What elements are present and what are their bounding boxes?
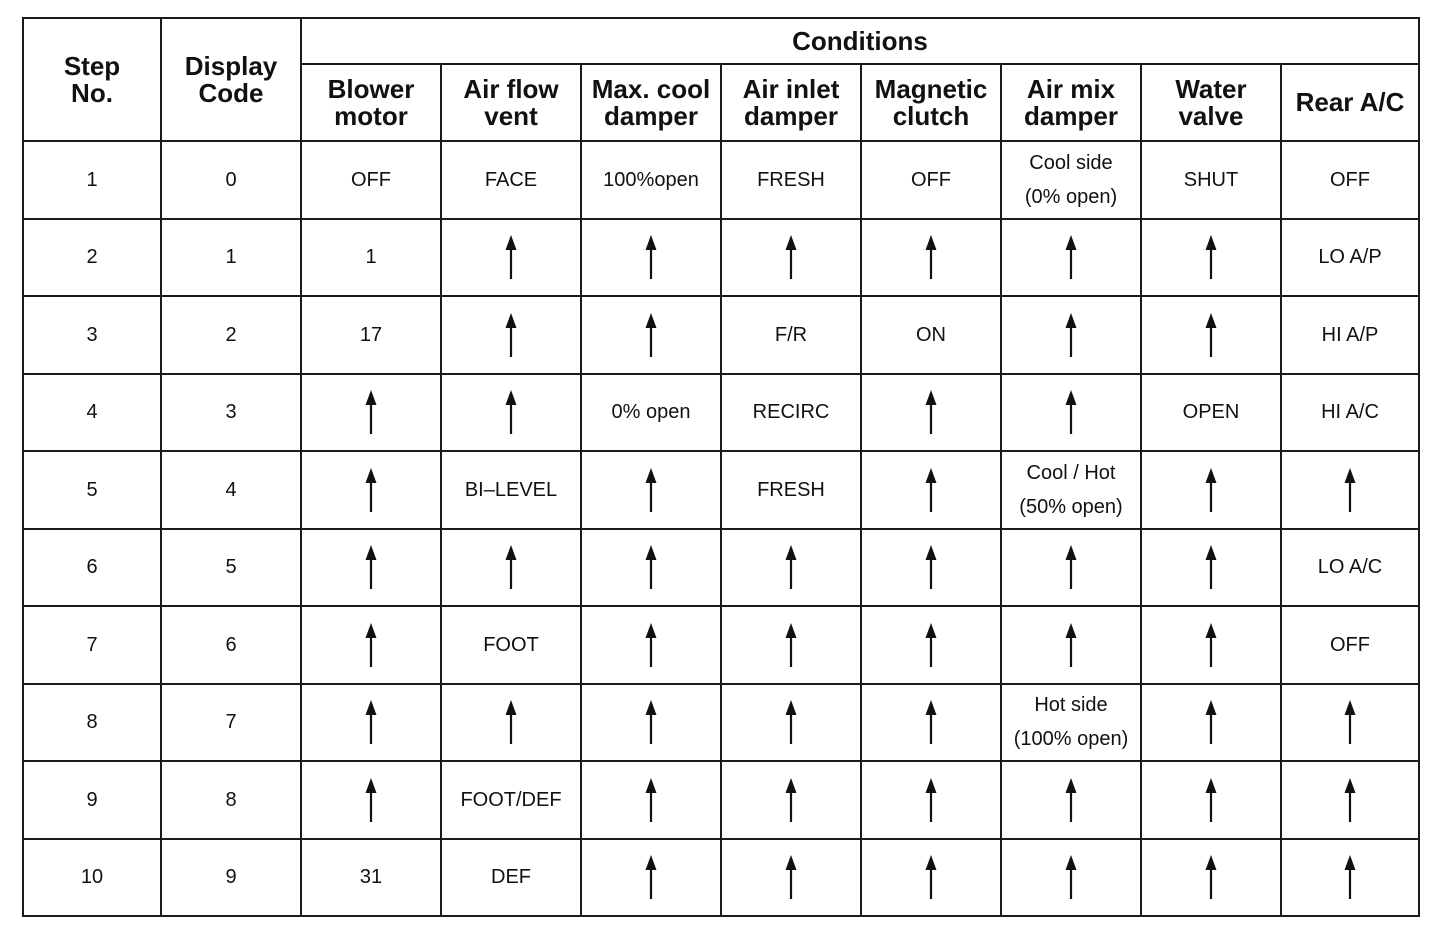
- rear-ac-cell: [1281, 684, 1419, 762]
- up-arrow-icon: [364, 622, 378, 668]
- cell-value: 1: [365, 246, 377, 269]
- max-cool-damper-cell: [581, 451, 721, 529]
- up-arrow-icon: [644, 544, 658, 590]
- cell-value: OPEN: [1182, 401, 1240, 424]
- water-valve-cell: [1141, 296, 1281, 374]
- cell-value: FACE: [484, 168, 538, 191]
- air-flow-vent-cell: [441, 839, 581, 917]
- blower-motor-cell: [301, 761, 441, 839]
- table-row: [23, 141, 1419, 219]
- blower-motor-cell: [301, 684, 441, 762]
- step-no-cell: 3: [23, 296, 161, 374]
- air-flow-vent-cell: [441, 451, 581, 529]
- max-cool-damper-header-line: Max. cool: [591, 73, 711, 104]
- cell-value: FOOT/DEF: [460, 788, 562, 811]
- blower-motor-header-line: Blower: [327, 73, 415, 104]
- up-arrow-icon: [924, 622, 938, 668]
- magnetic-clutch-cell: [861, 529, 1001, 607]
- rear-ac-cell: [1281, 606, 1419, 684]
- blower-motor-header: [301, 64, 441, 141]
- air-flow-vent-cell: [441, 374, 581, 452]
- air-flow-vent-header-line: Air flow: [463, 73, 559, 104]
- cell-value: OFF: [911, 168, 951, 191]
- air-mix-damper-header: [1001, 64, 1141, 141]
- max-cool-damper-cell: [581, 684, 721, 762]
- step-no-cell: 4: [23, 374, 161, 452]
- up-arrow-icon: [924, 467, 938, 513]
- blower-motor-cell: [301, 141, 441, 219]
- conditions-header: Conditions: [301, 18, 1419, 64]
- rear-ac-cell: [1281, 451, 1419, 529]
- air-inlet-damper-cell: [721, 141, 861, 219]
- up-arrow-icon: [1204, 622, 1218, 668]
- air-flow-vent-cell: [441, 529, 581, 607]
- display-code-cell: 7: [161, 684, 301, 762]
- up-arrow-icon: [364, 777, 378, 823]
- cell-value: Hot side: [1034, 694, 1108, 717]
- up-arrow-icon: [1064, 234, 1078, 280]
- display-code-header-line: Code: [198, 77, 264, 108]
- up-arrow-icon: [504, 699, 518, 745]
- cell-value: FRESH: [757, 168, 825, 191]
- magnetic-clutch-cell: [861, 296, 1001, 374]
- cell-value: (0% open): [1024, 185, 1118, 208]
- cell-value: 17: [359, 323, 383, 346]
- air-inlet-damper-cell: [721, 529, 861, 607]
- max-cool-damper-cell: [581, 606, 721, 684]
- up-arrow-icon: [504, 544, 518, 590]
- up-arrow-icon: [1204, 467, 1218, 513]
- water-valve-cell: [1141, 606, 1281, 684]
- air-inlet-damper-cell: [721, 374, 861, 452]
- air-mix-damper-cell: [1001, 296, 1141, 374]
- up-arrow-icon: [784, 234, 798, 280]
- step-no-cell: 6: [23, 529, 161, 607]
- air-flow-vent-cell: [441, 684, 581, 762]
- cell-value: (100% open): [1013, 728, 1129, 751]
- up-arrow-icon: [1343, 854, 1357, 900]
- up-arrow-icon: [644, 622, 658, 668]
- up-arrow-icon: [504, 312, 518, 358]
- up-arrow-icon: [1343, 467, 1357, 513]
- blower-motor-cell: [301, 296, 441, 374]
- blower-motor-cell: [301, 451, 441, 529]
- display-code-cell: 5: [161, 529, 301, 607]
- cell-value: (50% open): [1019, 495, 1123, 518]
- up-arrow-icon: [924, 234, 938, 280]
- table-header: [23, 18, 1419, 141]
- max-cool-damper-cell: [581, 839, 721, 917]
- cell-value: HI A/C: [1321, 401, 1379, 424]
- air-mix-damper-cell: [1001, 684, 1141, 762]
- air-inlet-damper-cell: [721, 839, 861, 917]
- header-row-top: [23, 18, 1419, 64]
- magnetic-clutch-cell: [861, 219, 1001, 297]
- rear-ac-cell: [1281, 761, 1419, 839]
- water-valve-cell: [1141, 684, 1281, 762]
- up-arrow-icon: [644, 467, 658, 513]
- step-no-cell: 5: [23, 451, 161, 529]
- cell-value: F/R: [774, 323, 808, 346]
- up-arrow-icon: [784, 544, 798, 590]
- air-inlet-damper-cell: [721, 684, 861, 762]
- up-arrow-icon: [924, 777, 938, 823]
- air-inlet-damper-cell: [721, 219, 861, 297]
- blower-motor-cell: [301, 839, 441, 917]
- air-mix-damper-cell: [1001, 219, 1141, 297]
- water-valve-header-line: valve: [1178, 100, 1244, 131]
- blower-motor-cell: [301, 374, 441, 452]
- step-no-cell: 8: [23, 684, 161, 762]
- up-arrow-icon: [1343, 699, 1357, 745]
- cell-value: 0% open: [611, 401, 691, 424]
- air-mix-damper-header-line: damper: [1024, 100, 1118, 131]
- air-inlet-damper-cell: [721, 296, 861, 374]
- water-valve-cell: [1141, 219, 1281, 297]
- air-inlet-damper-header-line: damper: [744, 100, 838, 131]
- up-arrow-icon: [1204, 544, 1218, 590]
- table-row: [23, 451, 1419, 529]
- up-arrow-icon: [644, 777, 658, 823]
- water-valve-cell: [1141, 839, 1281, 917]
- rear-ac-cell: [1281, 219, 1419, 297]
- up-arrow-icon: [364, 389, 378, 435]
- air-flow-vent-cell: [441, 296, 581, 374]
- display-code-cell: 9: [161, 839, 301, 917]
- air-inlet-damper-cell: [721, 761, 861, 839]
- rear-ac-cell: [1281, 141, 1419, 219]
- water-valve-header-line: Water: [1175, 73, 1247, 104]
- up-arrow-icon: [1204, 854, 1218, 900]
- step-no-header: [23, 18, 161, 141]
- rear-ac-cell: [1281, 839, 1419, 917]
- magnetic-clutch-cell: [861, 451, 1001, 529]
- cell-value: BI–LEVEL: [464, 478, 558, 501]
- step-no-cell: 1: [23, 141, 161, 219]
- cell-value: OFF: [1330, 168, 1370, 191]
- table-row: [23, 839, 1419, 917]
- air-mix-damper-header-line: Air mix: [1026, 73, 1116, 104]
- max-cool-damper-cell: [581, 219, 721, 297]
- up-arrow-icon: [784, 622, 798, 668]
- air-flow-vent-cell: [441, 606, 581, 684]
- max-cool-damper-cell: [581, 141, 721, 219]
- up-arrow-icon: [364, 544, 378, 590]
- magnetic-clutch-cell: [861, 684, 1001, 762]
- rear-ac-header-line: Rear A/C: [1295, 87, 1405, 117]
- cell-value: OFF: [1330, 633, 1370, 656]
- cell-value: Cool side: [1029, 151, 1113, 174]
- air-mix-damper-cell: [1001, 761, 1141, 839]
- up-arrow-icon: [1204, 312, 1218, 358]
- max-cool-damper-header: [581, 64, 721, 141]
- cell-value: FOOT: [483, 633, 539, 656]
- table-row: [23, 684, 1419, 762]
- up-arrow-icon: [1064, 312, 1078, 358]
- display-code-cell: 4: [161, 451, 301, 529]
- air-mix-damper-cell: [1001, 141, 1141, 219]
- up-arrow-icon: [644, 234, 658, 280]
- up-arrow-icon: [1064, 777, 1078, 823]
- cell-value: OFF: [351, 168, 391, 191]
- blower-motor-cell: [301, 606, 441, 684]
- air-mix-damper-cell: [1001, 839, 1141, 917]
- cell-value: 31: [359, 866, 383, 889]
- air-flow-vent-header-line: vent: [484, 100, 538, 131]
- water-valve-cell: [1141, 451, 1281, 529]
- step-no-cell: 9: [23, 761, 161, 839]
- up-arrow-icon: [644, 854, 658, 900]
- cell-value: DEF: [491, 866, 531, 889]
- up-arrow-icon: [784, 854, 798, 900]
- air-flow-vent-cell: [441, 141, 581, 219]
- step-no-cell: 2: [23, 219, 161, 297]
- up-arrow-icon: [1064, 544, 1078, 590]
- water-valve-cell: [1141, 374, 1281, 452]
- air-mix-damper-cell: [1001, 529, 1141, 607]
- step-no-cell: 10: [23, 839, 161, 917]
- step-no-header-line: No.: [71, 77, 113, 108]
- table-row: [23, 606, 1419, 684]
- display-code-header: [161, 18, 301, 141]
- max-cool-damper-cell: [581, 374, 721, 452]
- magnetic-clutch-header: [861, 64, 1001, 141]
- air-inlet-damper-cell: [721, 451, 861, 529]
- cell-value: ON: [916, 323, 946, 346]
- cell-value: HI A/P: [1321, 323, 1379, 346]
- magnetic-clutch-cell: [861, 839, 1001, 917]
- up-arrow-icon: [1064, 622, 1078, 668]
- step-no-header-line: Step: [63, 50, 121, 81]
- magnetic-clutch-cell: [861, 141, 1001, 219]
- table-body: [23, 141, 1419, 916]
- up-arrow-icon: [924, 544, 938, 590]
- magnetic-clutch-cell: [861, 761, 1001, 839]
- up-arrow-icon: [1204, 699, 1218, 745]
- up-arrow-icon: [504, 389, 518, 435]
- blower-motor-cell: [301, 529, 441, 607]
- display-code-cell: 1: [161, 219, 301, 297]
- water-valve-cell: [1141, 761, 1281, 839]
- air-mix-damper-cell: [1001, 451, 1141, 529]
- max-cool-damper-cell: [581, 529, 721, 607]
- up-arrow-icon: [784, 699, 798, 745]
- magnetic-clutch-header-line: clutch: [892, 100, 970, 131]
- air-inlet-damper-header: [721, 64, 861, 141]
- air-flow-vent-cell: [441, 219, 581, 297]
- table-row: [23, 529, 1419, 607]
- up-arrow-icon: [644, 312, 658, 358]
- cell-value: 100%open: [603, 168, 699, 191]
- cell-value: Cool / Hot: [1026, 461, 1116, 484]
- up-arrow-icon: [1204, 777, 1218, 823]
- up-arrow-icon: [924, 699, 938, 745]
- water-valve-cell: [1141, 529, 1281, 607]
- step-no-cell: 7: [23, 606, 161, 684]
- rear-ac-header: [1281, 64, 1419, 141]
- magnetic-clutch-cell: [861, 606, 1001, 684]
- cell-value: LO A/P: [1318, 246, 1382, 269]
- air-mix-damper-cell: [1001, 606, 1141, 684]
- up-arrow-icon: [644, 699, 658, 745]
- display-code-cell: 6: [161, 606, 301, 684]
- up-arrow-icon: [1064, 854, 1078, 900]
- cell-value: SHUT: [1183, 168, 1239, 191]
- max-cool-damper-cell: [581, 296, 721, 374]
- blower-motor-cell: [301, 219, 441, 297]
- display-code-cell: 0: [161, 141, 301, 219]
- water-valve-header: [1141, 64, 1281, 141]
- rear-ac-cell: [1281, 296, 1419, 374]
- display-code-header-line: Display: [184, 50, 278, 81]
- rear-ac-cell: [1281, 529, 1419, 607]
- conditions-table: [22, 17, 1420, 917]
- up-arrow-icon: [1204, 234, 1218, 280]
- up-arrow-icon: [924, 854, 938, 900]
- air-inlet-damper-header-line: Air inlet: [742, 73, 840, 104]
- up-arrow-icon: [1343, 777, 1357, 823]
- rear-ac-cell: [1281, 374, 1419, 452]
- max-cool-damper-cell: [581, 761, 721, 839]
- cell-value: LO A/C: [1317, 556, 1383, 579]
- display-code-cell: 8: [161, 761, 301, 839]
- table-row: [23, 761, 1419, 839]
- up-arrow-icon: [504, 234, 518, 280]
- max-cool-damper-header-line: damper: [604, 100, 698, 131]
- up-arrow-icon: [364, 467, 378, 513]
- table-row: [23, 374, 1419, 452]
- blower-motor-header-line: motor: [334, 100, 408, 131]
- air-flow-vent-header: [441, 64, 581, 141]
- magnetic-clutch-header-line: Magnetic: [874, 73, 988, 104]
- cell-value: RECIRC: [752, 401, 830, 424]
- up-arrow-icon: [364, 699, 378, 745]
- display-code-cell: 3: [161, 374, 301, 452]
- air-mix-damper-cell: [1001, 374, 1141, 452]
- air-flow-vent-cell: [441, 761, 581, 839]
- table-row: [23, 219, 1419, 297]
- display-code-cell: 2: [161, 296, 301, 374]
- up-arrow-icon: [784, 777, 798, 823]
- up-arrow-icon: [924, 389, 938, 435]
- cell-value: FRESH: [757, 478, 825, 501]
- table-row: [23, 296, 1419, 374]
- up-arrow-icon: [1064, 389, 1078, 435]
- magnetic-clutch-cell: [861, 374, 1001, 452]
- water-valve-cell: [1141, 141, 1281, 219]
- air-inlet-damper-cell: [721, 606, 861, 684]
